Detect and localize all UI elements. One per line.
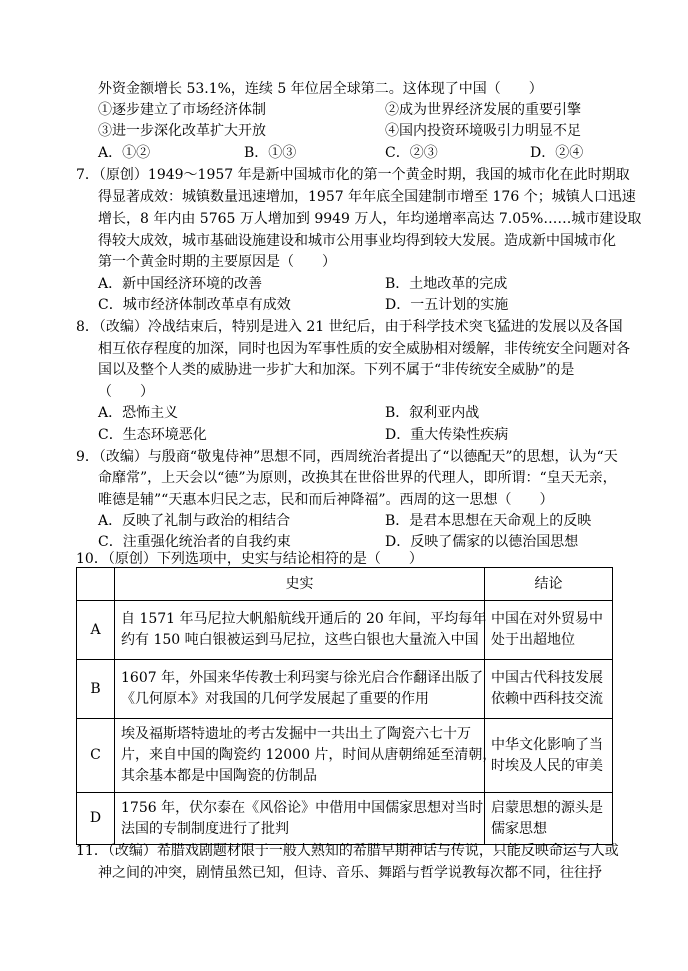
row-conclusion (485, 660, 613, 719)
row-label: C (77, 719, 115, 793)
q6-option-a: A．①② (98, 145, 151, 161)
q6-statement-4: ④国内投资环境吸引力明显不足 (385, 123, 581, 139)
q6-option-c: C．②③ (385, 145, 438, 161)
q8-option-c: C．生态环境恶化 (98, 427, 207, 443)
conclusion-line: 中国在对外贸易中 (491, 611, 603, 627)
q6-statement-2: ②成为世界经济发展的重要引擎 (385, 102, 581, 118)
table-header-conclusion: 结论 (485, 568, 613, 601)
q8-stem-line-1: 8．（改编）冷战结束后，特别是进入 21 世纪后，由于科学技术突飞猛进的发展以及各国 (76, 319, 623, 335)
row-conclusion (485, 719, 613, 793)
q7-option-d: D．一五计划的实施 (385, 297, 509, 313)
fact-line: 埃及福斯塔特遗址的考古发掘中一共出土了陶瓷六七十万 (121, 726, 471, 742)
row-label: B (77, 660, 115, 719)
table-row (77, 660, 613, 719)
q7-stem-line-1: 7．（原创）1949～1957 年是新中国城市化的第一个黄金时期，我国的城市化在此时期取 (76, 167, 630, 183)
q7-stem-line-4: 得较大成效，城市基础设施建设和城市公用事业均得到较大发展。造成新中国城市化 (98, 233, 616, 249)
row-fact (115, 660, 485, 719)
table-header-fact: 史实 (115, 568, 485, 601)
conclusion-line: 处于出超地位 (491, 632, 575, 648)
table-row (77, 601, 613, 660)
q9-stem-line-2: 命靡常”，上天会以“德”为原则，改换其在世俗世界的代理人，即所谓：“皇天无亲， (98, 470, 617, 486)
q6-statement-1: ①逐步建立了市场经济体制 (98, 102, 266, 118)
q8-option-b: B．叙利亚内战 (385, 405, 480, 421)
row-conclusion (485, 793, 613, 845)
table-header-row (77, 568, 613, 601)
conclusion-line: 中华文化影响了当 (491, 736, 603, 753)
q9-option-d: D．反映了儒家的以德治国思想 (385, 534, 579, 550)
q9-option-b: B．是君本思想在天命观上的反映 (385, 513, 592, 529)
table-header-blank (77, 568, 115, 601)
fact-line: 1756 年，伏尔泰在《风俗论》中借用中国儒家思想对当时 (121, 799, 484, 816)
q6-option-b: B．①③ (244, 145, 297, 161)
q8-stem-line-3: 国以及整个人类的威胁进一步扩大和加深。下列不属于“非传统安全威胁”的是 (98, 362, 575, 378)
q9-stem-line-3: 唯德是辅”“天惠本归民之志，民和而后神降福”。西周的这一思想（ ） (98, 492, 554, 508)
row-label: A (77, 601, 115, 660)
row-conclusion (485, 601, 613, 660)
fact-line: 法国的专制制度进行了批判 (121, 820, 289, 837)
table-row (77, 719, 613, 793)
conclusion-line: 依赖中西科技交流 (491, 691, 603, 707)
q8-option-a: A．恐怖主义 (98, 405, 179, 421)
row-fact (115, 793, 485, 845)
fact-line: 自 1571 年马尼拉大帆船航线开通后的 20 年间，平均每年 (121, 611, 487, 627)
row-label: D (77, 793, 115, 845)
q7-option-b: B．土地改革的完成 (385, 276, 508, 292)
q11-stem-line-1: 11．（改编）希腊戏剧题材限于一般人熟知的希腊早期神话与传说，只能反映命运与人或 (76, 843, 619, 859)
q8-stem-line-4: （ ） (98, 384, 154, 400)
table-row (77, 793, 613, 845)
fact-line: 约有 150 吨白银被运到马尼拉，这些白银也大量流入中国 (121, 632, 479, 648)
fact-line: 1607 年，外国来华传教士利玛窦与徐光启合作翻译出版了 (121, 670, 484, 686)
fact-line: 《几何原本》对我国的几何学发展起了重要的作用 (121, 691, 429, 707)
q6-option-d: D．②④ (530, 145, 584, 161)
conclusion-line: 启蒙思想的源头是 (491, 799, 603, 816)
q7-option-c: C．城市经济体制改革卓有成效 (98, 297, 291, 313)
q7-option-a: A．新中国经济环境的改善 (98, 276, 263, 292)
fact-line: 片，来自中国的陶瓷约 12000 片，时间从唐朝绵延至清朝， (121, 747, 497, 763)
row-fact (115, 601, 485, 660)
conclusion-line: 时埃及人民的审美 (491, 757, 603, 774)
conclusion-line: 儒家思想 (491, 820, 547, 837)
q6-statement-3: ③进一步深化改革扩大开放 (98, 123, 266, 139)
q7-stem-line-5: 第一个黄金时期的主要原因是（ ） (98, 254, 336, 270)
q9-stem-line-1: 9．（改编）与殷商“敬鬼侍神”思想不同，西周统治者提出了“以德配天”的思想，认为“天 (76, 449, 618, 465)
q6-stem-line: 外资金额增长 53.1%，连续 5 年位居全球第二。这体现了中国（ ） (98, 81, 543, 97)
fact-line: 其余基本都是中国陶瓷的仿制品 (121, 768, 317, 784)
row-fact (115, 719, 497, 793)
q11-stem-line-2: 神之间的冲突，剧情虽然已知，但诗、音乐、舞蹈与哲学说教每次都不同，往往抒 (98, 865, 602, 881)
q9-option-a: A．反映了礼制与政治的相结合 (98, 513, 291, 529)
conclusion-line: 中国古代科技发展 (491, 670, 603, 686)
q7-stem-line-3: 增长，8 年内由 5765 万人增加到 9949 万人，年均递增率高达 7.05%……城市建设取 (98, 211, 642, 227)
q10-table (76, 567, 613, 845)
q10-stem: 10．（原创）下列选项中，史实与结论相符的是（ ） (76, 551, 423, 567)
q9-option-c: C．注重强化统治者的自我约束 (98, 534, 291, 550)
q8-option-d: D．重大传染性疾病 (385, 427, 509, 443)
q8-stem-line-2: 相互依存程度的加深，同时也因为军事性质的安全威胁相对缓解，非传统安全问题对各 (98, 341, 630, 357)
q7-stem-line-2: 得显著成效：城镇数量迅速增加，1957 年年底全国建制市增至 176 个；城镇人口迅速 (98, 189, 636, 205)
